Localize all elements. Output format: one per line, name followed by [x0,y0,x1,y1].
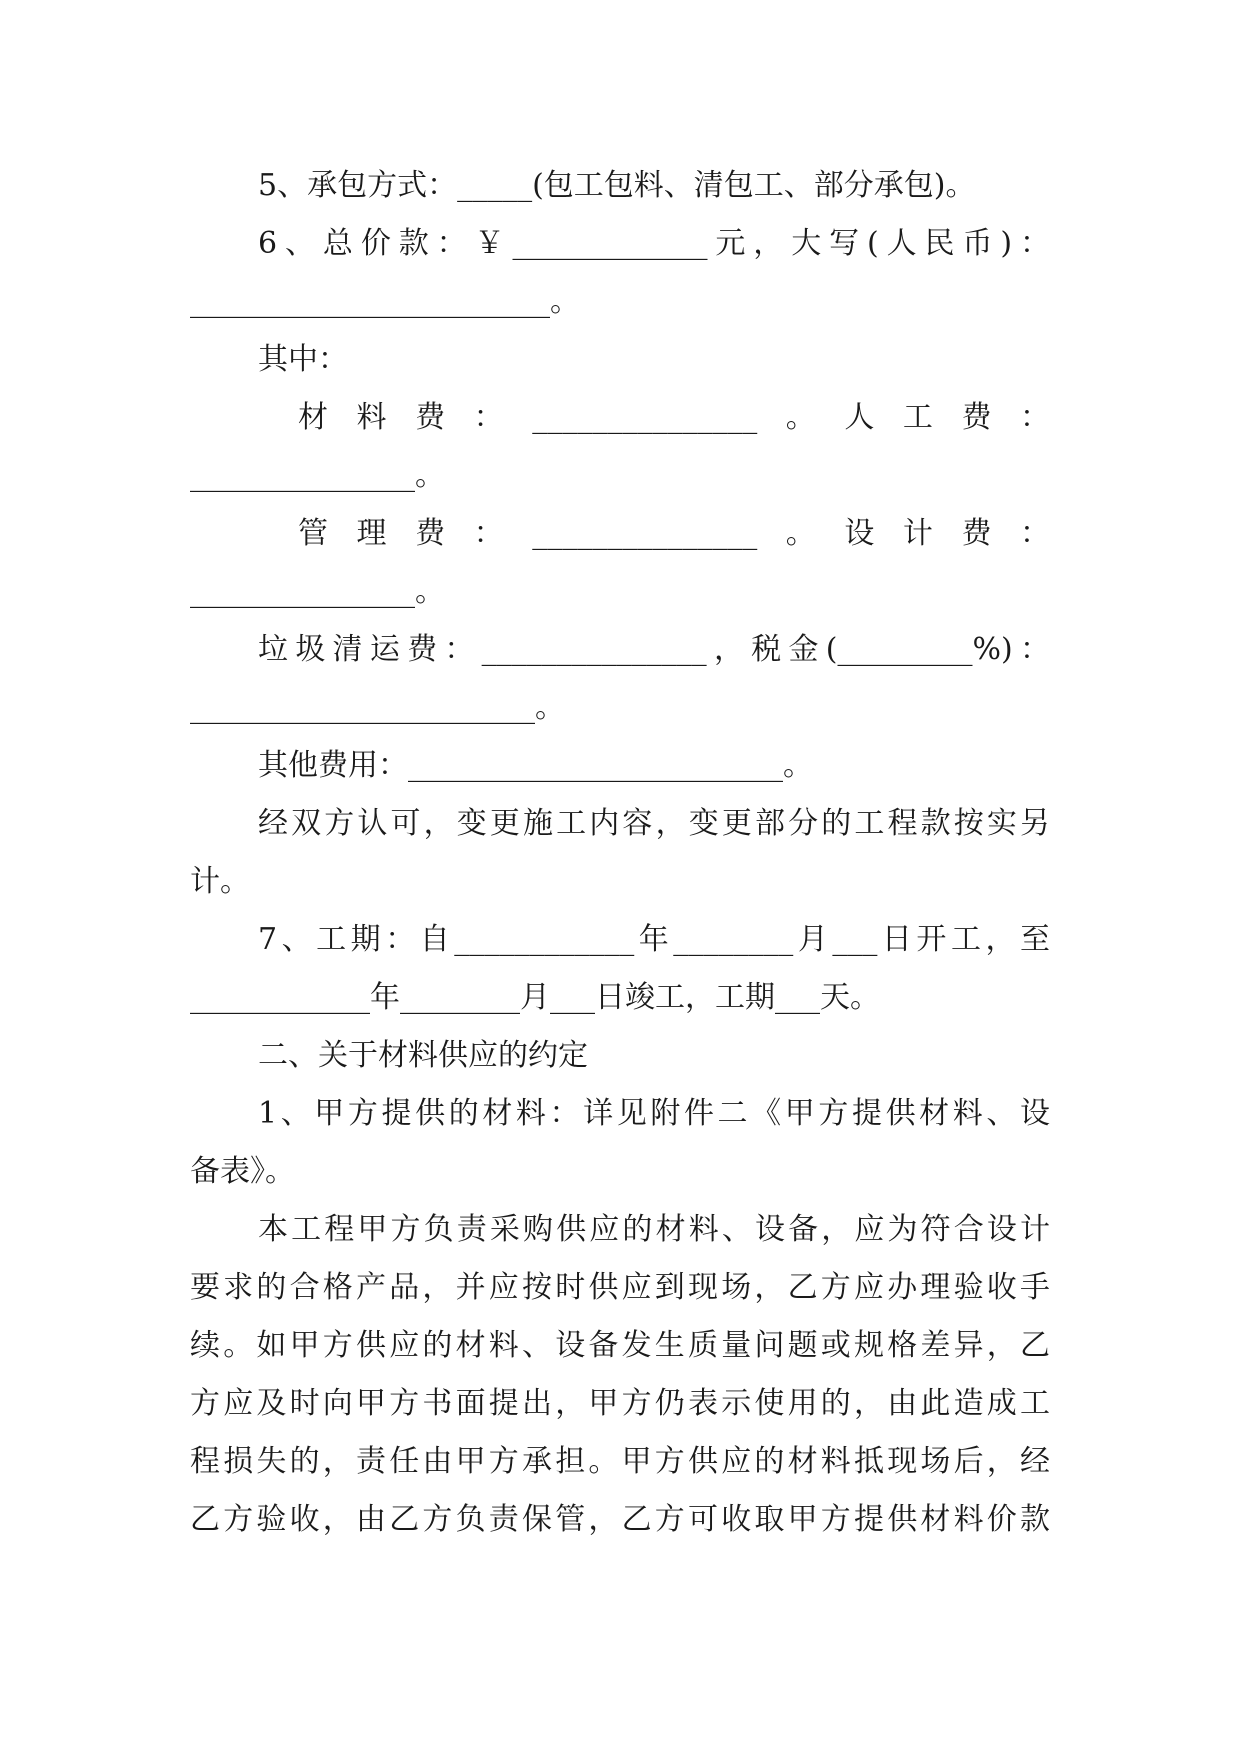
text-line-change-agreement-cont: 计。 [190,864,250,899]
paragraph-line-3: 续。如甲方供应的材料、设备发生质量问题或规格差异，乙 [190,1328,1050,1363]
section-heading-materials: 二、关于材料供应的约定 [258,1038,588,1073]
text-line-material-fee: 材料费：_______________。人工费： [298,400,1050,435]
paragraph-line-4: 方应及时向甲方书面提出，甲方仍表示使用的，由此造成工 [190,1386,1050,1421]
text-line-party-a-materials-cont: 备表》。 [190,1154,295,1189]
paragraph-line-2: 要求的合格产品，并应按时供应到现场，乙方应办理验收手 [190,1270,1050,1305]
text-line-total-price-cont: ________________________。 [190,284,580,319]
text-line-management-fee: 管理费：_______________。设计费： [298,516,1050,551]
text-line-period-end: ____________年________月___日竣工，工期___天。 [190,980,880,1015]
text-line-among: 其中： [258,342,348,377]
text-line-tax-cont: _______________________。 [190,690,565,725]
text-line-change-agreement: 经双方认可，变更施工内容，变更部分的工程款按实另 [258,806,1050,841]
text-line-party-a-materials: 1、甲方提供的材料：详见附件二《甲方提供材料、设 [258,1096,1050,1131]
paragraph-line-5: 程损失的，责任由甲方承担。甲方供应的材料抵现场后，经 [190,1444,1050,1479]
text-line-labor-fee-cont: _______________。 [190,458,445,493]
text-line-garbage-fee: 垃圾清运费：_______________，税金(_________%)： [258,632,1050,667]
paragraph-line-6: 乙方验收，由乙方负责保管，乙方可收取甲方提供材料价款 [190,1502,1050,1537]
text-line-design-fee-cont: _______________。 [190,574,445,609]
text-line-contract-method: 5、承包方式：_____(包工包料、清包工、部分承包)。 [258,168,976,203]
paragraph-line-1: 本工程甲方负责采购供应的材料、设备，应为符合设计 [258,1212,1050,1247]
text-line-period-start: 7、工期：自____________年________月___日开工，至 [258,922,1050,957]
text-line-total-price: 6、总价款：￥_____________元，大写(人民币)： [258,226,1050,261]
text-line-other-fee: 其他费用：_________________________。 [258,748,813,783]
